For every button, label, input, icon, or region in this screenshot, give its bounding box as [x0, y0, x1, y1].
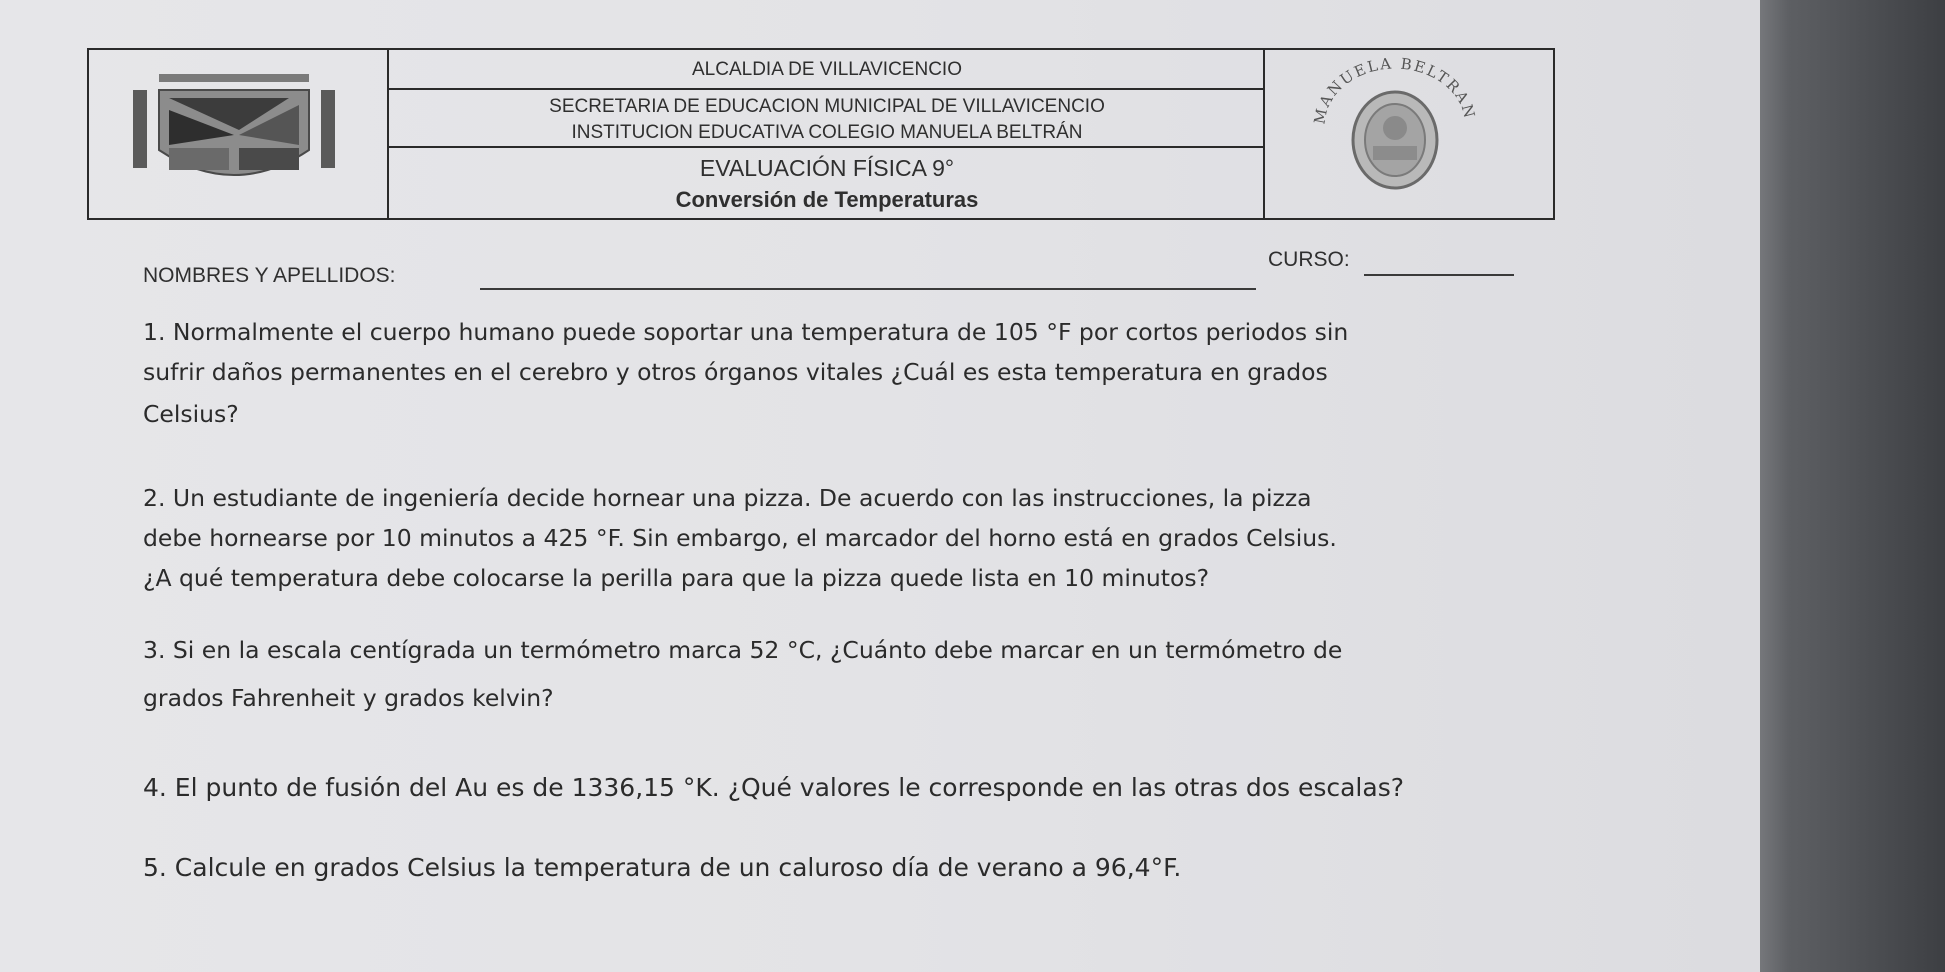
- header-line-3: INSTITUCION EDUCATIVA COLEGIO MANUELA BELTRÁN: [389, 120, 1265, 148]
- course-input-line[interactable]: [1364, 252, 1514, 276]
- question-1-line-1: 1. Normalmente el cuerpo humano puede soportar una temperatura de 105 °F por cortos periodos sin: [143, 318, 1349, 346]
- question-3-line-1: 3. Si en la escala centígrada un termómetro marca 52 °C, ¿Cuánto debe marcar en un termómetro de: [143, 636, 1343, 664]
- municipal-coat-of-arms-logo: [89, 50, 389, 220]
- course-label: CURSO:: [1268, 248, 1350, 271]
- question-2: [143, 478, 1563, 598]
- question-4: [143, 768, 1563, 808]
- question-5: [143, 848, 1563, 888]
- evaluation-subtitle: Conversión de Temperaturas: [675, 187, 979, 212]
- question-3: [143, 630, 1563, 718]
- document-header: [87, 48, 1555, 220]
- question-3-line-2: grados Fahrenheit y grados kelvin?: [143, 684, 554, 712]
- names-label: NOMBRES Y APELLIDOS:: [143, 264, 396, 287]
- question-2-line-1: 2. Un estudiante de ingeniería decide hornear una pizza. De acuerdo con las instrucciones, la pizza: [143, 484, 1312, 512]
- question-4-line-1: 4. El punto de fusión del Au es de 1336,15 °K. ¿Qué valores le corresponde en las otras dos escalas?: [143, 773, 1404, 802]
- evaluation-title: EVALUACIÓN FÍSICA 9°: [699, 155, 955, 181]
- seal-arc-text: MANUELA BELTRAN: [1310, 54, 1479, 126]
- question-1-line-3: Celsius?: [143, 400, 239, 428]
- question-2-line-3: ¿A qué temperatura debe colocarse la perilla para que la pizza quede lista en 10 minutos?: [143, 564, 1210, 592]
- names-input-line[interactable]: [480, 266, 1256, 290]
- question-1: [143, 312, 1563, 434]
- question-5-line-1: 5. Calcule en grados Celsius la temperatura de un caluroso día de verano a 96,4°F.: [143, 853, 1182, 882]
- school-seal-logo: [1263, 50, 1553, 220]
- header-line-2: SECRETARIA DE EDUCACION MUNICIPAL DE VILLAVICENCIO: [549, 96, 1105, 117]
- question-2-line-2: debe hornearse por 10 minutos a 425 °F. Sin embargo, el marcador del horno está en grados Celsius.: [143, 524, 1337, 552]
- question-1-line-2: sufrir daños permanentes en el cerebro y otros órganos vitales ¿Cuál es esta temperatura en grados: [143, 358, 1328, 386]
- header-line-1: ALCALDIA DE VILLAVICENCIO: [389, 50, 1265, 90]
